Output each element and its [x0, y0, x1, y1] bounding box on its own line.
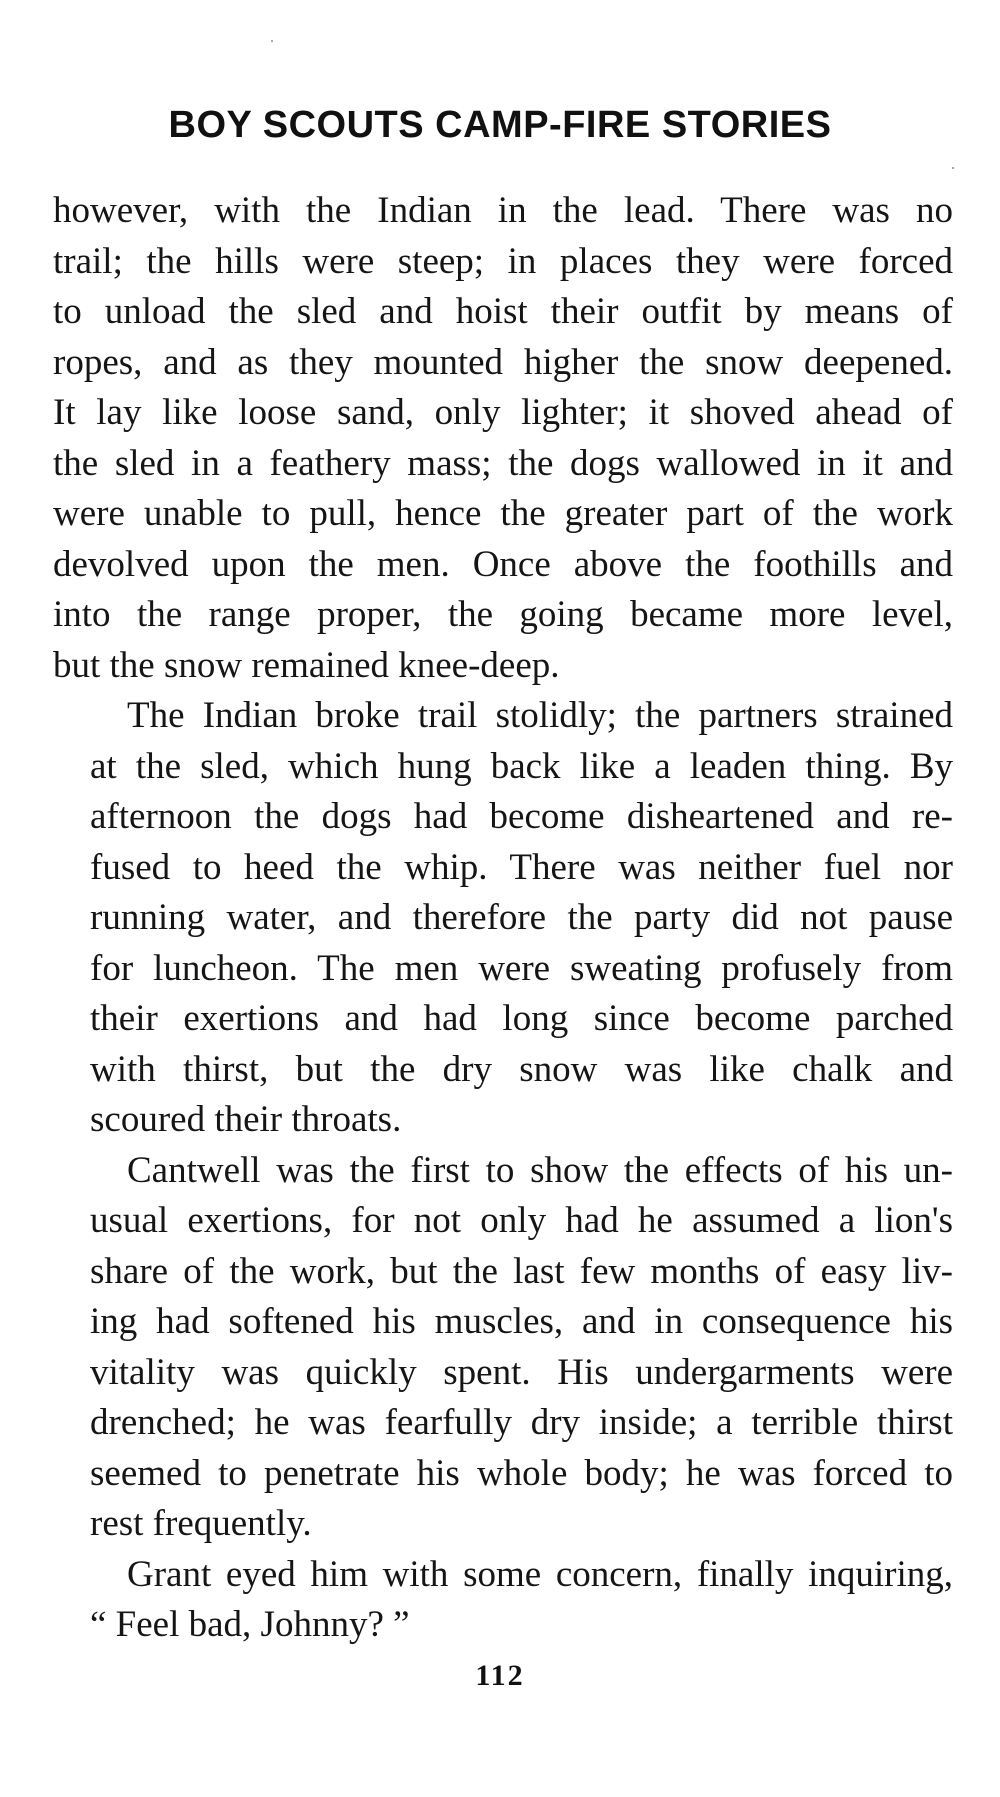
text-line: with thirst, but the dry snow was like chalk and — [90, 1048, 953, 1090]
text-line: were unable to pull, hence the greater part of the work — [53, 493, 953, 534]
text-line: fused to heed the whip. There was neither fuel nor — [90, 846, 953, 888]
text-line: seemed to penetrate his whole body; he was forced to — [90, 1452, 953, 1494]
text-line: scoured their throats. — [90, 1099, 402, 1140]
text-line: into the range proper, the going became more level, — [53, 594, 953, 635]
paragraph-4 — [53, 1550, 953, 1651]
text-line: share of the work, but the last few months of easy liv- — [90, 1250, 953, 1292]
print-speck — [952, 167, 954, 169]
body-text — [53, 186, 953, 1651]
text-line: however, with the Indian in the lead. There was no — [53, 190, 953, 231]
text-line: running water, and therefore the party did not pause — [90, 897, 953, 938]
text-line: to unload the sled and hoist their outfit by means of — [53, 291, 953, 332]
print-speck — [271, 40, 273, 42]
text-line: for luncheon. The men were sweating profusely from — [90, 947, 953, 989]
running-header-title: BOY SCOUTS CAMP-FIRE STORIES — [168, 104, 832, 146]
text-line: The Indian broke trail stolidly; the partners strained — [127, 695, 953, 736]
text-line: It lay like loose sand, only lighter; it shoved ahead of — [53, 392, 953, 433]
text-line: vitality was quickly spent. His undergarments were — [90, 1351, 953, 1393]
text-line: their exertions and had long since become parched — [90, 998, 953, 1039]
text-line: usual exertions, for not only had he assumed a lion's — [90, 1200, 953, 1241]
text-line: the sled in a feathery mass; the dogs wallowed in it and — [53, 442, 953, 484]
text-line: “ Feel bad, Johnny? ” — [90, 1604, 410, 1645]
text-line: but the snow remained knee-deep. — [53, 644, 560, 686]
paragraph-1 — [53, 186, 953, 691]
text-line: trail; the hills were steep; in places they were forced — [53, 240, 953, 282]
text-line: rest frequently. — [90, 1503, 312, 1544]
text-line: afternoon the dogs had become disheartened and re- — [90, 796, 953, 837]
page-number: 112 — [475, 1659, 525, 1692]
paragraph-3 — [53, 1146, 953, 1550]
text-line: ropes, and as they mounted higher the snow deepened. — [53, 341, 953, 383]
text-line: Cantwell was the first to show the effects of his un- — [127, 1149, 953, 1191]
text-line: Grant eyed him with some concern, finally inquiring, — [127, 1553, 953, 1595]
paragraph-2 — [53, 691, 953, 1146]
text-line: devolved upon the men. Once above the foothills and — [53, 543, 953, 585]
text-line: at the sled, which hung back like a leaden thing. By — [90, 745, 953, 787]
text-line: drenched; he was fearfully dry inside; a terrible thirst — [90, 1402, 953, 1443]
text-line: ing had softened his muscles, and in consequence his — [90, 1301, 953, 1342]
